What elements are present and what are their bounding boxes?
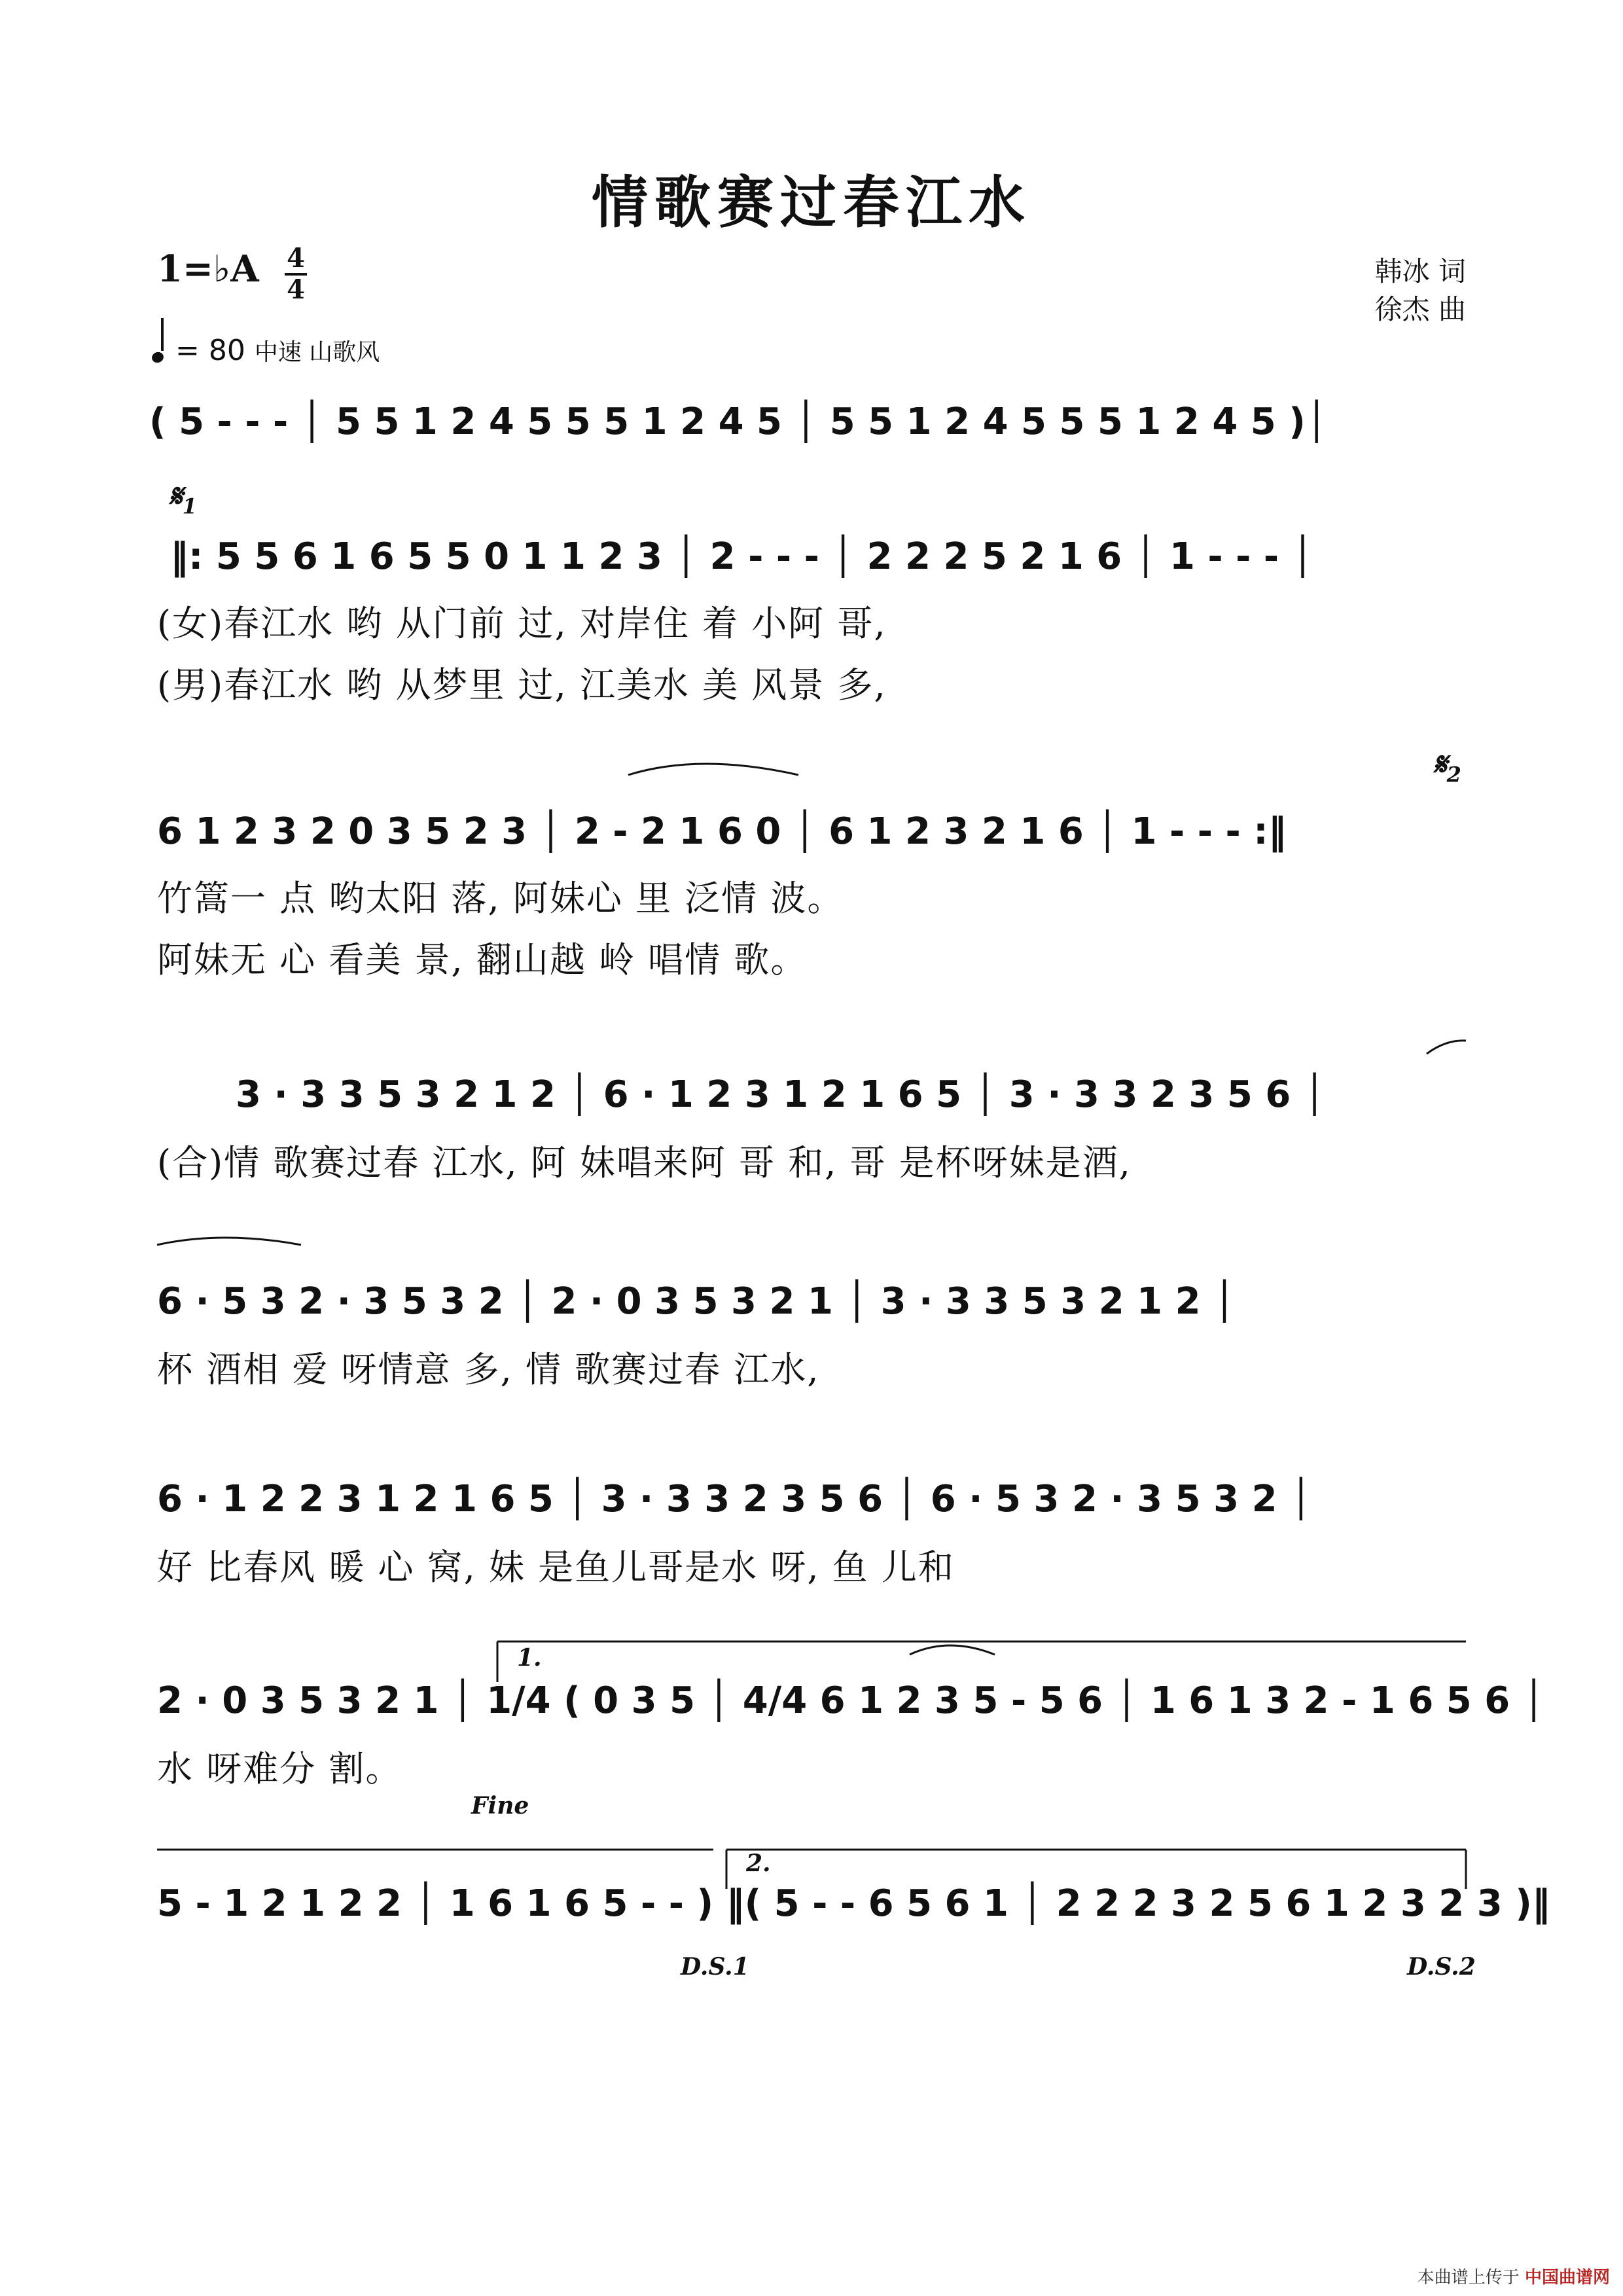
- lyrics-line-3b: 阿妹无 心 看美 景, 翻山越 岭 唱情 歌。: [157, 939, 808, 980]
- lyrics-line-4: (合)情 歌赛过春 江水, 阿 妹唱来阿 哥 和, 哥 是杯呀妹是酒,: [157, 1142, 1132, 1183]
- ds1-mark: D.S.1: [681, 1953, 749, 1981]
- tempo-style: 中速 山歌风: [254, 339, 380, 366]
- tempo-value: = 80: [175, 334, 245, 367]
- meter-bottom: 4: [287, 274, 305, 305]
- lyrics-line-7: 水 呀难分 割。: [157, 1748, 402, 1789]
- lyrics-line-2a: (女)春江水 哟 从门前 过, 对岸住 着 小阿 哥,: [157, 603, 887, 644]
- segno-1-mark: $𝄋_1$: [169, 478, 197, 519]
- notation-line-6: 6 · 1 2 2 3 1 2 1 6 5 │ 3 · 3 3 2 3 5 6 │ 6 · 5 3 2 · 3 5 3 2 │: [157, 1478, 1312, 1520]
- notation-line-1: ( 5 - - - │ 5 5 1 2 4 5 5 5 1 2 4 5 │ 5 5 1 2 4 5 5 5 1 2 4 5 )│: [149, 401, 1328, 443]
- lyrics-line-2b: (男)春江水 哟 从梦里 过, 江美水 美 风景 多,: [157, 664, 887, 706]
- notation-line-4: 3 · 3 3 5 3 2 1 2 │ 6 · 1 2 3 1 2 1 6 5 │ 3 · 3 3 2 3 5 6 │: [236, 1073, 1326, 1116]
- lyricist-credit: 韩冰 词: [1374, 255, 1466, 287]
- notation-line-2: ‖: 5 5 6 1 6 5 5 0 1 1 2 3 │ 2 - - - │ 2 2 2 5 2 1 6 │ 1 - - - │: [170, 535, 1314, 578]
- notation-line-8: 5 - 1 2 1 2 2 │ 1 6 1 6 5 - - ) ‖( 5 - - 6 5 6 1 │ 2 2 2 3 2 5 6 1 2 3 2 3 )‖: [157, 1882, 1550, 1925]
- notation-line-7: 2 · 0 3 5 3 2 1 │ 1/4 ( 0 3 5 │ 4/4 6 1 2 3 5 - 5 6 │ 1 6 1 3 2 - 1 6 5 6 │: [157, 1679, 1545, 1722]
- fine-mark: Fine: [471, 1792, 529, 1820]
- notation-line-3: 6 1 2 3 2 0 3 5 2 3 │ 2 - 2 1 6 0 │ 6 1 2 3 2 1 6 │ 1 - - - :‖: [157, 810, 1287, 853]
- quarter-note-icon: [151, 350, 165, 364]
- tempo-marking: [152, 327, 380, 367]
- volta-2-label: 2.: [746, 1850, 771, 1877]
- notation-line-5: 6 · 5 3 2 · 3 5 3 2 │ 2 · 0 3 5 3 2 1 │ 3 · 3 3 5 3 2 1 2 │: [157, 1280, 1236, 1323]
- segno-2-mark: $𝄋_2$: [1433, 746, 1461, 787]
- ds2-mark: D.S.2: [1407, 1953, 1476, 1981]
- footer-prefix: 本曲谱上传于: [1417, 2268, 1520, 2287]
- time-signature: [283, 245, 309, 303]
- footer-credit: [1418, 2264, 1610, 2288]
- page-title: 情歌赛过春江水: [592, 170, 1031, 236]
- lyrics-line-6: 好 比春风 暖 心 窝, 妹 是鱼儿哥是水 呀, 鱼 儿和: [157, 1547, 955, 1588]
- lyrics-line-3a: 竹篙一 点 哟太阳 落, 阿妹心 里 泛情 波。: [157, 878, 844, 919]
- composer-credit: 徐杰 曲: [1374, 293, 1466, 325]
- lyrics-line-5: 杯 酒相 爱 呀情意 多, 情 歌赛过春 江水,: [157, 1349, 820, 1390]
- key-signature: 1=♭A: [157, 247, 259, 291]
- volta-1-label: 1.: [517, 1644, 542, 1672]
- footer-brand: 中国曲谱网: [1524, 2268, 1610, 2287]
- meter-top: 4: [287, 243, 305, 274]
